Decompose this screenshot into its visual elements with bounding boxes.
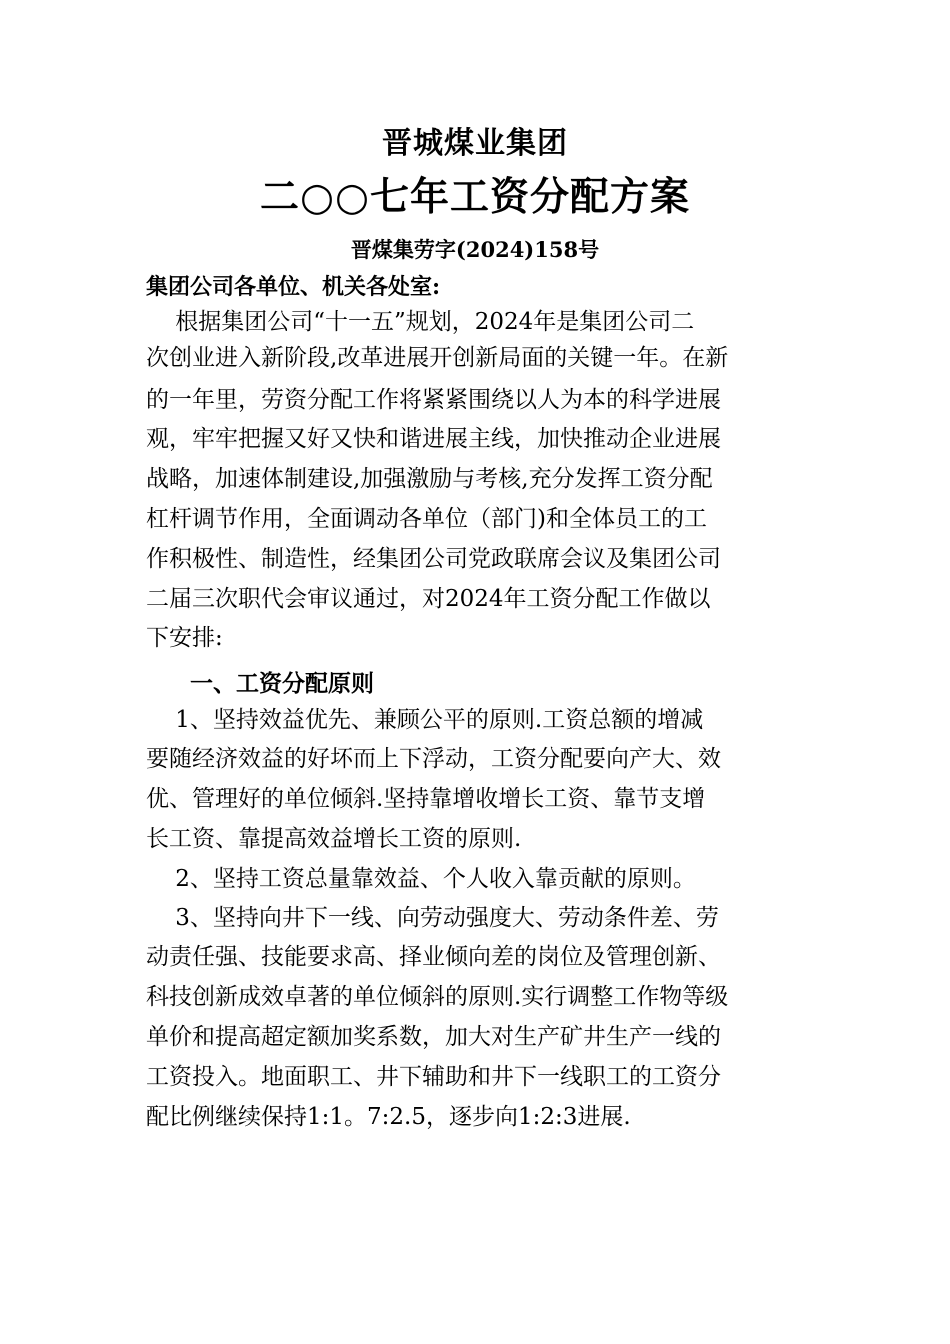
item1-line: 1、坚持效益优先、兼顾公平的原则.工资总额的增减	[146, 707, 704, 733]
intro-line: 战略，加速体制建设,加强激励与考核,充分发挥工资分配	[146, 466, 713, 492]
item2-line: 2、坚持工资总量靠效益、个人收入靠贡献的原则。	[146, 866, 696, 892]
item1-line: 长工资、靠提高效益增长工资的原则.	[146, 826, 522, 852]
item3-line: 配比例继续保持1:1。7:2.5，逐步向1:2:3进展.	[146, 1104, 631, 1130]
item3-line: 工资投入。地面职工、井下辅助和井下一线职工的工资分	[146, 1064, 721, 1090]
item3-line: 单价和提高超定额加奖系数，加大对生产矿井生产一线的	[146, 1024, 721, 1050]
document-number: 晋煤集劳字(2024)158号	[350, 237, 600, 262]
intro-line: 的一年里，劳资分配工作将紧紧围绕以人为本的科学进展	[146, 387, 721, 413]
intro-line: 二届三次职代会审议通过，对2024年工资分配工作做以	[146, 586, 711, 612]
item3-line: 动责任强、技能要求高、择业倾向差的岗位及管理创新、	[146, 944, 721, 970]
organization-title: 晋城煤业集团	[382, 126, 568, 161]
intro-line: 下安排:	[146, 625, 223, 651]
intro-line: 杠杆调节作用，全面调动各单位（部门)和全体员工的工	[146, 506, 707, 532]
item1-line: 优、管理好的单位倾斜.坚持靠增收增长工资、靠节支增	[146, 786, 706, 812]
intro-line: 作积极性、制造性，经集团公司党政联席会议及集团公司	[146, 546, 721, 572]
salutation: 集团公司各单位、机关各处室:	[146, 274, 441, 300]
section-heading: 一、工资分配原则	[190, 670, 374, 697]
document-title: 二○○七年工资分配方案	[259, 174, 691, 220]
item1-line: 要随经济效益的好坏而上下浮动，工资分配要向产大、效	[146, 746, 721, 772]
item3-line: 科技创新成效卓著的单位倾斜的原则.实行调整工作物等级	[146, 984, 729, 1010]
intro-line: 观，牢牢把握又好又快和谐进展主线，加快推动企业进展	[146, 426, 721, 452]
item3-line: 3、坚持向井下一线、向劳动强度大、劳动条件差、劳	[146, 905, 719, 931]
intro-line: 根据集团公司“十一五”规划，2024年是集团公司二	[146, 309, 695, 335]
intro-line: 次创业进入新阶段,改革进展开创新局面的关键一年。在新	[146, 345, 729, 371]
